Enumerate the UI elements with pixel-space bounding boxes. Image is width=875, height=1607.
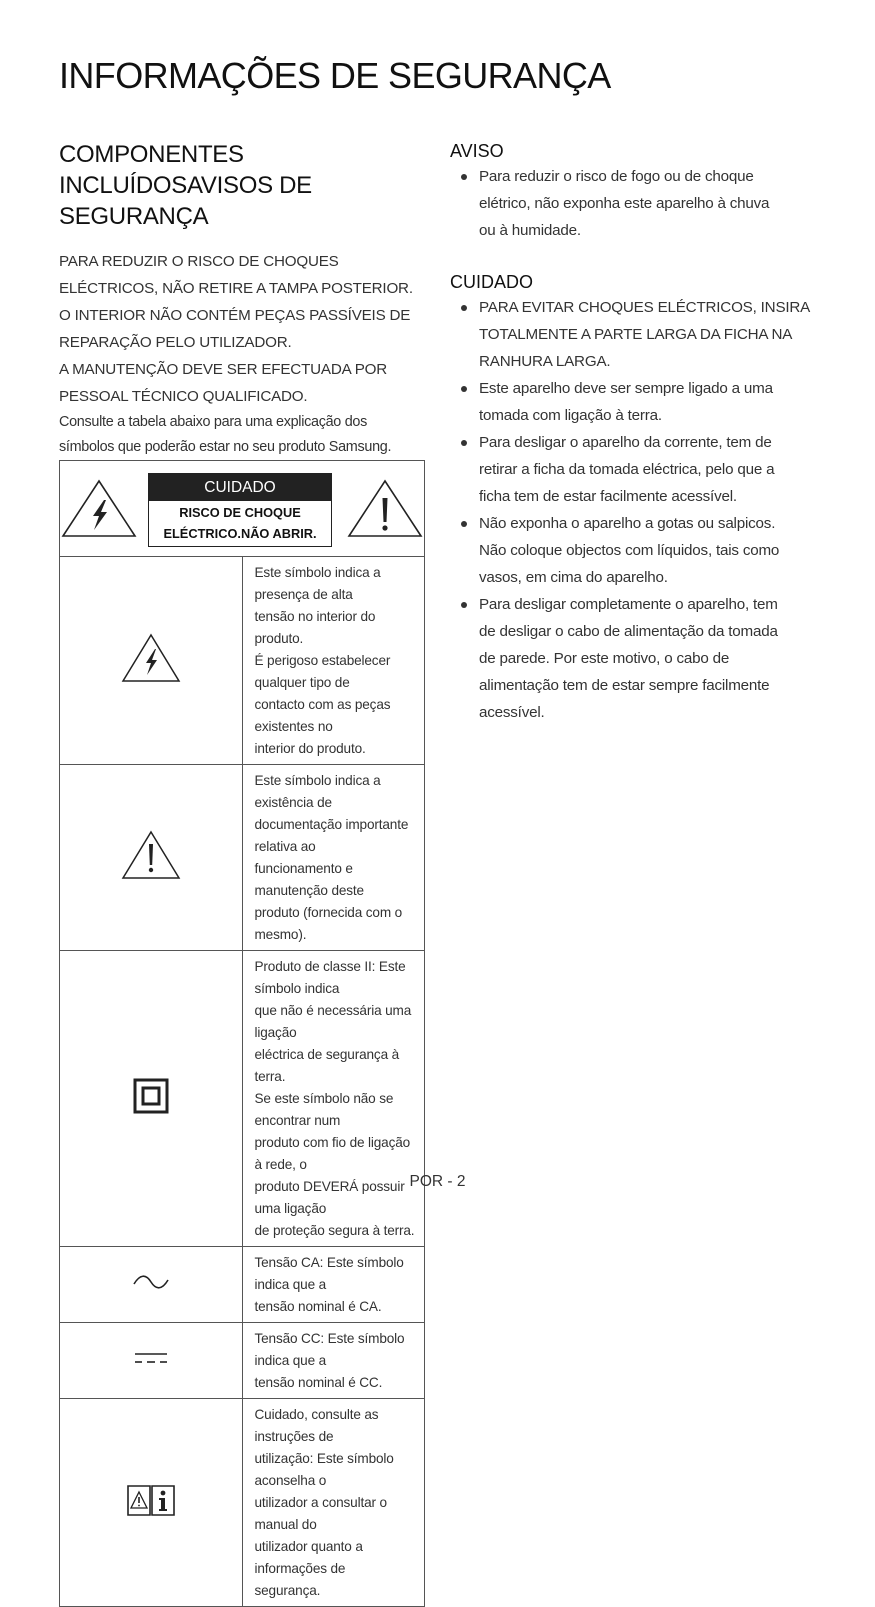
symbol-description: Este símbolo indica a presença de alta tensão no interior do produto. É perigoso estabelecer qualquer tipo de contacto com as peças existentes no interior do produto.	[242, 557, 425, 765]
shock-warning-text	[59, 248, 425, 410]
caution-sub-line: RISCO DE CHOQUE	[179, 505, 301, 520]
symbol-description: Este símbolo indica a existência de documentação importante relativa ao funcionamento e manutenção deste produto (fornecida com o mesmo).	[242, 765, 425, 951]
high-voltage-icon	[120, 671, 182, 688]
cuidado-heading: CUIDADO	[450, 272, 534, 292]
warning-line: REPARAÇÃO PELO UTILIZADOR.	[59, 334, 292, 351]
page-title: INFORMAÇÕES DE SEGURANÇA	[59, 55, 611, 96]
table-row	[60, 765, 425, 951]
warning-line: PESSOAL TÉCNICO QUALIFICADO.	[59, 388, 308, 405]
caution-sublabel	[149, 501, 331, 546]
warning-line: PARA REDUZIR O RISCO DE CHOQUES	[59, 253, 339, 270]
components-heading	[59, 139, 425, 232]
exclamation-triangle-icon	[120, 868, 182, 885]
list-item: Não exponha o aparelho a gotas ou salpicos. Não coloque objectos com líquidos, tais como vasos, em cima do aparelho.	[450, 510, 822, 591]
list-item: PARA EVITAR CHOQUES ELÉCTRICOS, INSIRA TOTALMENTE A PARTE LARGA DA FICHA NA RANHURA LARGA.	[450, 294, 822, 375]
cuidado-list	[450, 294, 822, 726]
safety-symbols-table	[59, 460, 425, 1607]
list-item: Para desligar completamente o aparelho, tem de desligar o cabo de alimentação da tomada de parede. Por este motivo, o cabo de alimentação tem de estar sempre facilmente acessível.	[450, 591, 822, 726]
symbol-description: Tensão CA: Este símbolo indica que a tensão nominal é CA.	[242, 1247, 425, 1323]
heading-line: SEGURANÇA	[59, 203, 209, 230]
heading-line: INCLUÍDOSAVISOS DE	[59, 172, 312, 199]
symbol-description: Produto de classe II: Este símbolo indica que não é necessária uma ligação eléctrica de segurança à terra. Se este símbolo não se encontrar num produto com fio de ligação à rede, o produto DEVERÁ possuir uma ligação de proteção segura à terra.	[242, 951, 425, 1247]
intro-line: símbolos que poderão estar no seu produto Samsung.	[59, 439, 392, 455]
table-row	[60, 557, 425, 765]
list-item: Este aparelho deve ser sempre ligado a uma tomada com ligação à terra.	[450, 375, 822, 429]
caution-sub-line: ELÉCTRICO.NÃO ABRIR.	[163, 526, 317, 541]
high-voltage-icon	[60, 478, 138, 545]
intro-line: Consulte a tabela abaixo para uma explicação dos	[59, 414, 367, 430]
caution-label: CUIDADO	[149, 474, 331, 501]
heading-line: COMPONENTES	[59, 141, 244, 168]
exclamation-triangle-icon	[346, 478, 424, 545]
table-row	[60, 1323, 425, 1399]
warning-line: ELÉCTRICOS, NÃO RETIRE A TAMPA POSTERIOR.	[59, 280, 413, 297]
left-column	[59, 139, 425, 460]
caution-label-box	[148, 473, 332, 547]
list-item: Para desligar o aparelho da corrente, tem de retirar a ficha da tomada eléctrica, pelo que a ficha tem de estar facilmente acessível.	[450, 429, 822, 510]
class-ii-double-square-icon	[133, 1101, 169, 1118]
dc-voltage-icon	[133, 1353, 169, 1370]
table-intro-text	[59, 410, 425, 460]
warning-line: O INTERIOR NÃO CONTÉM PEÇAS PASSÍVEIS DE	[59, 307, 411, 324]
caution-header-row	[60, 461, 425, 557]
symbol-description: Tensão CC: Este símbolo indica que a tensão nominal é CC.	[242, 1323, 425, 1399]
warning-line: A MANUTENÇÃO DEVE SER EFECTUADA POR	[59, 361, 388, 378]
page-number: POR - 2	[409, 1173, 466, 1190]
table-row	[60, 1247, 425, 1323]
symbol-description: Cuidado, consulte as instruções de utilização: Este símbolo aconselha o utilizador a consultar o manual do utilizador quanto a informações de segurança.	[242, 1399, 425, 1607]
ac-voltage-icon	[131, 1279, 171, 1296]
list-item: Para reduzir o risco de fogo ou de choque elétrico, não exponha este aparelho à chuva ou à humidade.	[450, 163, 822, 244]
table-row	[60, 951, 425, 1247]
aviso-heading: AVISO	[450, 141, 504, 161]
caution-manual-info-icon	[125, 1505, 177, 1522]
aviso-list	[450, 163, 822, 244]
table-row	[60, 1399, 425, 1607]
right-column	[450, 139, 822, 726]
